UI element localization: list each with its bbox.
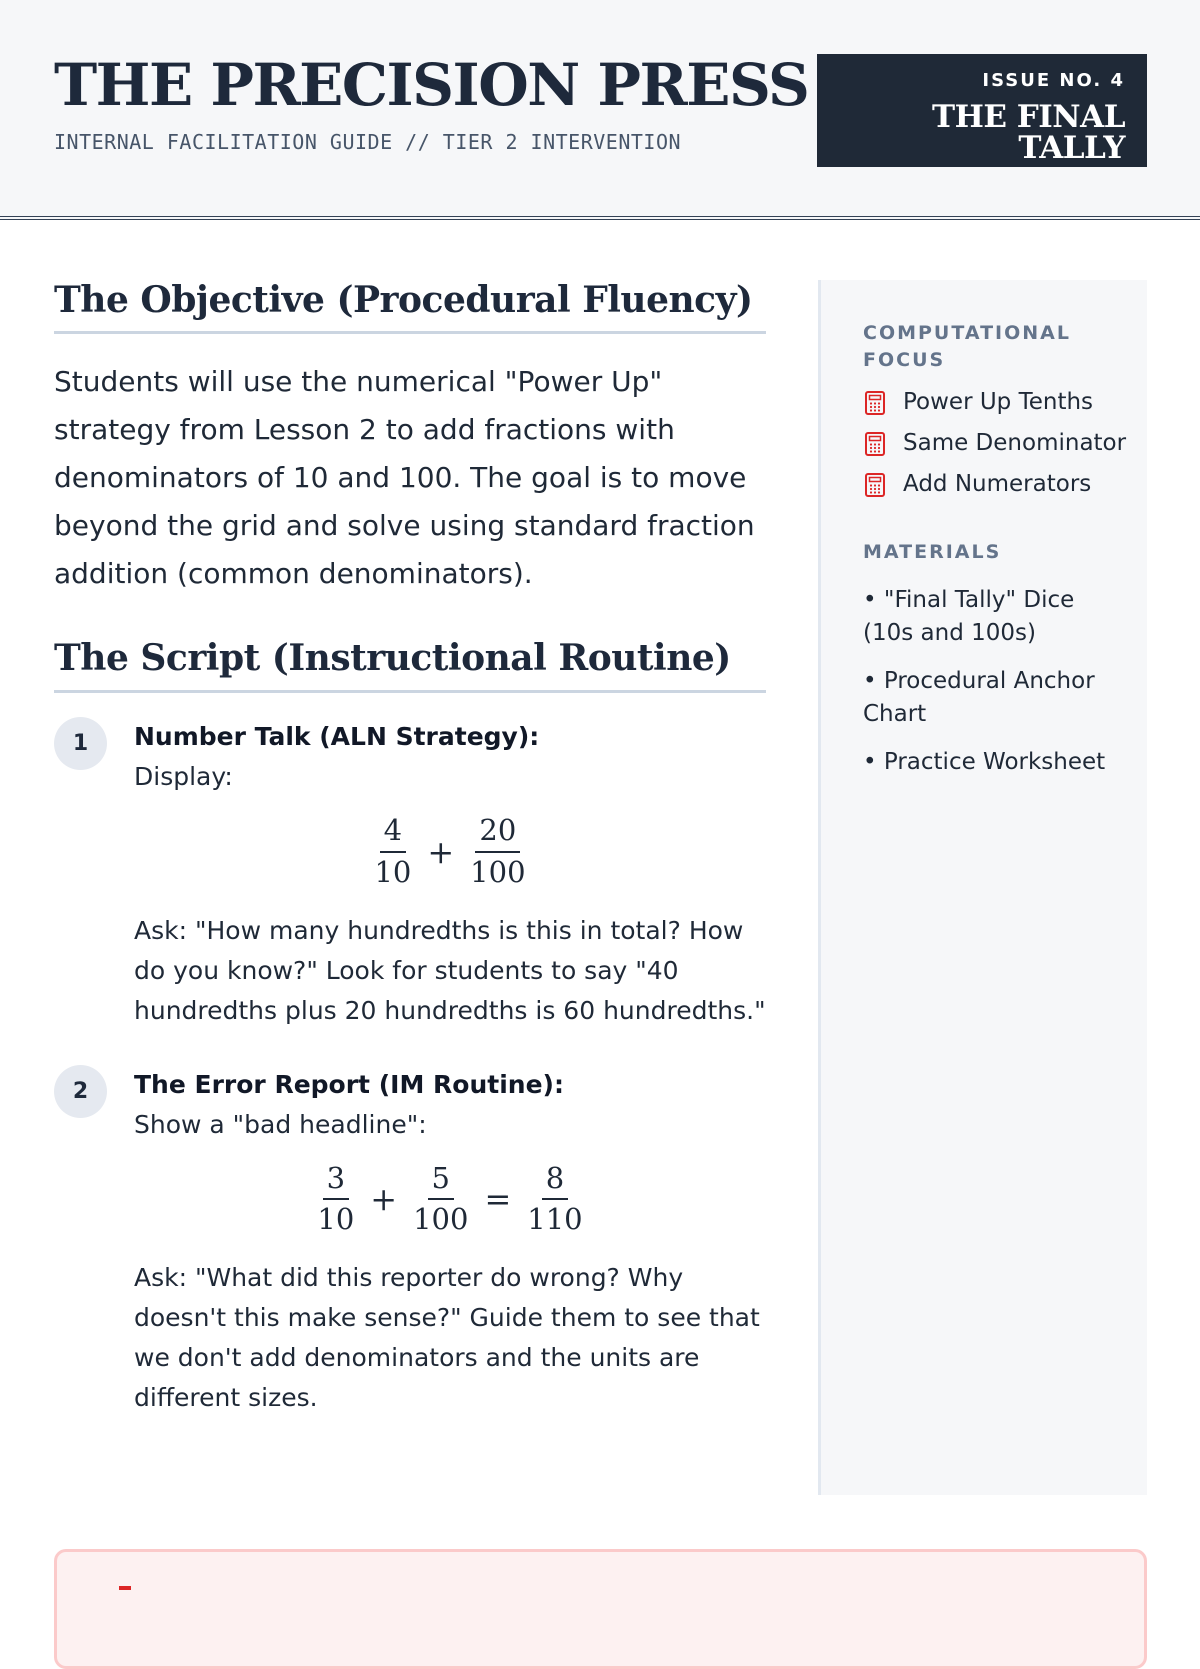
alert-callout-box [54, 1549, 1147, 1669]
issue-title: THE FINAL TALLY [932, 99, 1125, 166]
calculator-icon [863, 472, 887, 498]
step-intro: Show a "bad headline": [134, 1109, 427, 1139]
publication-title: THE PRECISION PRESS [54, 51, 809, 119]
plus-operator: + [427, 832, 455, 871]
plus-operator: + [370, 1180, 398, 1219]
focus-item [863, 386, 1127, 419]
materials-item: • Procedural Anchor Chart [863, 668, 1095, 727]
issue-number: ISSUE NO. 4 [982, 70, 1125, 91]
objective-text: Students will use the numerical "Power Up" strategy from Lesson 2 to add fractions with denominators of 10 and 100. The goal is to move beyond the grid and solve using standard fraction addition (common denominators). [54, 365, 755, 591]
materials-item: • "Final Tally" Dice (10s and 100s) [863, 587, 1075, 646]
focus-list [863, 386, 1127, 501]
script-section [54, 638, 766, 1418]
fraction-denominator: 100 [470, 854, 526, 889]
main-content [54, 280, 766, 1418]
fraction-numerator: 3 [323, 1163, 349, 1201]
fraction [523, 1160, 586, 1237]
computational-focus-heading: COMPUTATIONAL FOCUS [863, 322, 1071, 371]
focus-item [863, 427, 1127, 460]
step-body: Ask: "How many hundredths is this in total? How do you know?" Look for students to say "40 hundredths plus 20 hundredths is 60 hundredths." [134, 915, 766, 1025]
fraction-denominator: 10 [374, 854, 412, 889]
publication-subtitle: INTERNAL FACILITATION GUIDE // TIER 2 INTERVENTION [54, 130, 682, 154]
alert-marker-icon [119, 1586, 131, 1590]
fraction-denominator: 10 [317, 1202, 355, 1237]
equals-operator: = [484, 1180, 512, 1219]
step-number-badge: 2 [54, 1065, 107, 1118]
step-title: The Error Report (IM Routine): [134, 1069, 564, 1099]
calculator-icon [863, 431, 887, 457]
fraction [313, 1160, 358, 1237]
issue-badge [817, 54, 1147, 167]
math-expression [134, 812, 766, 889]
step-intro: Display: [134, 761, 233, 791]
materials-item: • Practice Worksheet [863, 749, 1106, 775]
step-item [54, 1065, 766, 1419]
step-title: Number Talk (ALN Strategy): [134, 721, 540, 751]
math-expression [134, 1160, 766, 1237]
step-item [54, 717, 766, 1031]
fraction-denominator: 110 [527, 1202, 583, 1237]
script-heading: The Script (Instructional Routine) [54, 638, 766, 692]
masthead-header [0, 0, 1200, 220]
step-number-badge: 1 [54, 717, 107, 770]
materials-list [863, 584, 1127, 779]
focus-item-label: Power Up Tenths [903, 389, 1094, 415]
fraction [370, 812, 415, 889]
focus-item-label: Same Denominator [903, 430, 1127, 456]
step-body: Ask: "What did this reporter do wrong? Why doesn't this make sense?" Guide them to see that we don't add denominators and the units are different sizes. [134, 1263, 760, 1413]
fraction-denominator: 100 [413, 1202, 469, 1237]
fraction [466, 812, 529, 889]
fraction-numerator: 20 [475, 815, 520, 853]
focus-item-label: Add Numerators [903, 471, 1092, 497]
fraction-numerator: 4 [380, 815, 406, 853]
fraction-numerator: 5 [428, 1163, 454, 1201]
fraction-numerator: 8 [542, 1163, 568, 1201]
sidebar [818, 280, 1147, 1495]
objective-heading: The Objective (Procedural Fluency) [54, 280, 766, 334]
fraction [409, 1160, 472, 1237]
materials-heading: MATERIALS [863, 541, 1002, 563]
focus-item [863, 468, 1127, 501]
calculator-icon [863, 390, 887, 416]
objective-section [54, 280, 766, 598]
